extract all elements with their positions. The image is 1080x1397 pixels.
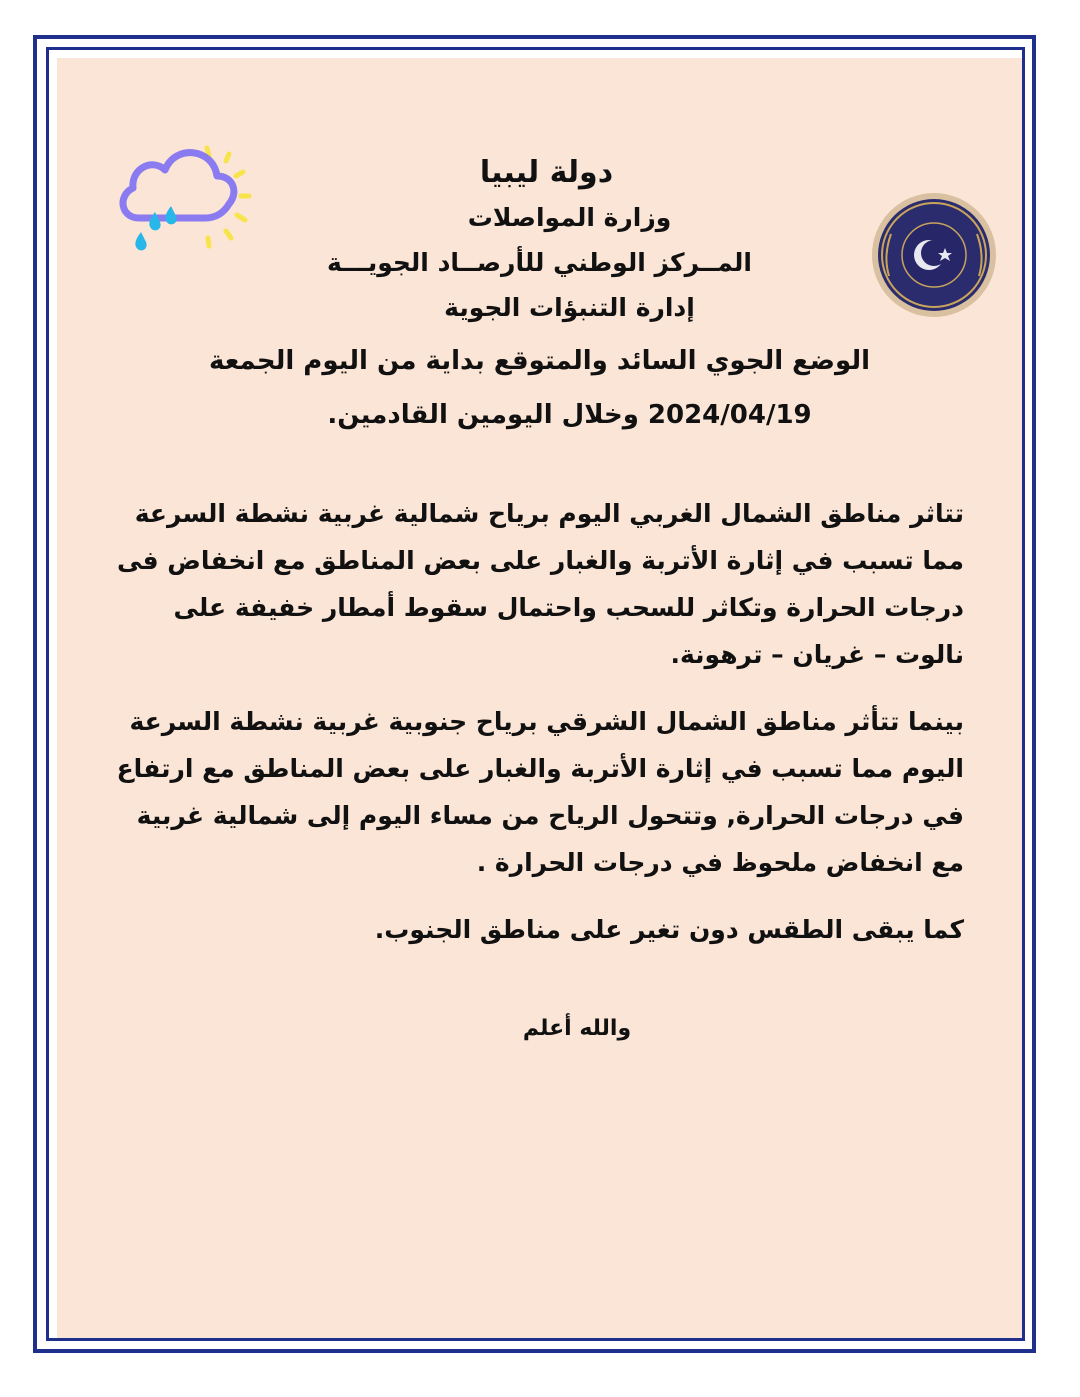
bulletin-date: 2024/04/19 وخلال اليومين القادمين. — [327, 400, 812, 430]
paragraph-northeast: بينما تتأثر مناطق الشمال الشرقي برياح جنوبية غربية نشطة السرعة اليوم مما تسبب في إثارة الأتربة والغبار على بعض المناطق مع ارتفاع في درجات الحرارة, وتتحول الرياح من مساء اليوم إلى شمالية غربية مع انخفاض ملحوظ في درجات الحرارة . — [116, 707, 964, 877]
center-title: المــركز الوطني للأرصــاد الجويـــة — [327, 248, 752, 277]
paragraph-northwest: تتاثر مناطق الشمال الغربي اليوم برياح شمالية غربية نشطة السرعة مما تسبب في إثارة الأتربة والغبار على بعض المناطق مع انخفاض فى درجات الحرارة وتكاثر للسحب واحتمال سقوط أمطار خفيفة على نالوت – غريان – ترهونة. — [116, 499, 964, 669]
bulletin-title: الوضع الجوي السائد والمتوقع بداية من اليوم الجمعة — [208, 346, 871, 376]
country-title: دولة ليبيا — [479, 155, 614, 190]
document-header — [57, 150, 1022, 442]
department-title: إدارة التنبؤات الجوية — [444, 293, 695, 322]
ministry-title: وزارة المواصلات — [467, 203, 672, 232]
bulletin-body — [107, 490, 964, 973]
paragraph-south: كما يبقى الطقس دون تغير على مناطق الجنوب. — [374, 915, 964, 944]
document-page — [57, 58, 1022, 1338]
closing-phrase: والله أعلم — [522, 1016, 632, 1041]
